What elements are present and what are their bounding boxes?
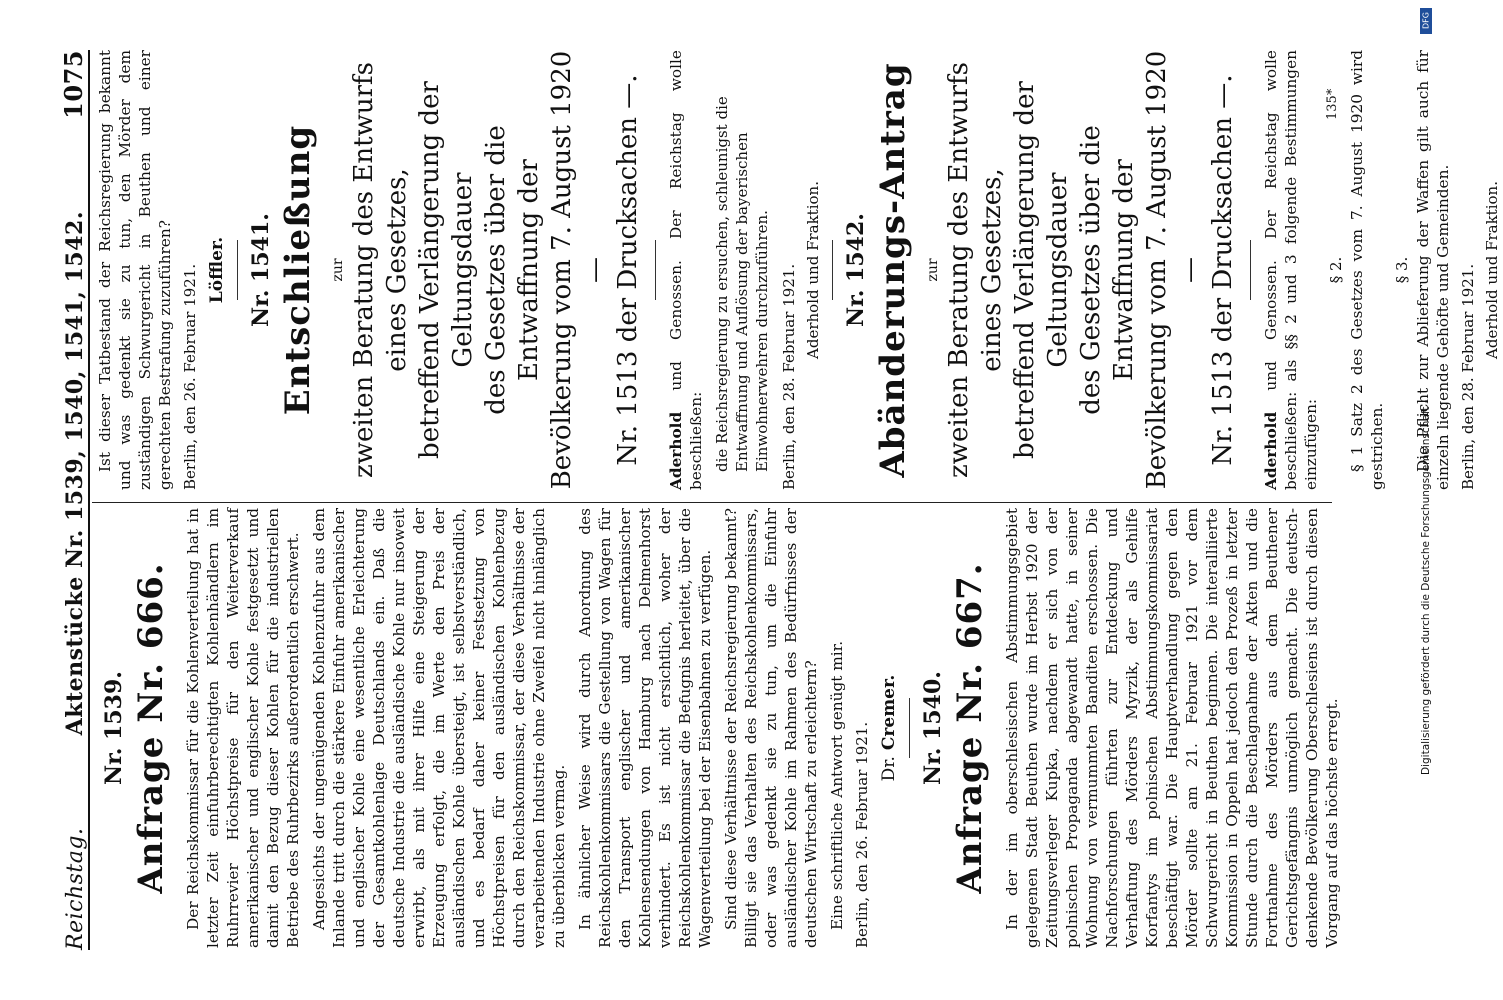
column-divider: [92, 502, 1332, 503]
subject-line: zweiten Beratung des Entwurfs eines Gesetzes,: [944, 62, 1007, 478]
section-title-1541: Entschließung: [278, 124, 318, 416]
section-rule: [832, 240, 833, 300]
paragraph: In der im oberschlesischen Abstimmungsgebiet gelegenen Stadt Beuthen wurde im Herbst 1920 der Zeitungsverleger Kupka, nachdem er sich von der polnischen Propaganda abgewandt hatte, in seiner Wohnung von vermummten Banditen erschossen. Die Nachforschungen führten zur Entdeckung und Verhaftung des Mörders Myrzik, der als Gehilfe Korfantys im polnischen Abstimmungskommissariat beschäftigt war. Die Hauptverhandlung gegen den Mörder sollte am 21. Februar 1921 vor dem Schwurgericht in Beuthen beginnen. Die interalliierte Kommission in Oppeln hat jedoch den Prozeß in letzter Stunde durch die Beschlagnahme der Akten und die Fortnahme des Mörders aus dem Beuthener Gerichtsgefängnis unmöglich gemacht. Die deutsch-denkende Bevölkerung Oberschlesiens ist durch diesen Vorgang auf das höchste erregt.: [1003, 508, 1341, 948]
dateline: Berlin, den 28. Februar 1921.: [1459, 263, 1477, 490]
signature-name: Löffler.: [207, 236, 227, 304]
signature-name: Cremer.: [879, 674, 899, 751]
dateline: Berlin, den 26. Februar 1921.: [853, 721, 871, 948]
dfg-logo: [1420, 8, 1432, 34]
zur-label: zur: [925, 258, 941, 282]
left-column: [95, 508, 1348, 948]
paragraph: In ähnlicher Weise wird durch Anordnung des Reichskohlenkommissars die Gestellung von Wagen für den Transport englischer und amerikanischer Kohlensendungen von Hamburg nach Delmenhorst verhindert. Es ist nicht ersichtlich, woher der Reichskohlenkommissar die Befugnis herleitet, über die Wagenverteilung bei der Eisenbahnen zu verfügen.: [576, 508, 714, 948]
dateline: Berlin, den 26. Februar 1921.: [181, 263, 199, 490]
motion-body: die Reichsregierung zu ersuchen, schleunigst die Entwaffnung und Auflösung der bayerischen Einwohnerwehren durchzuführen.: [713, 96, 771, 472]
motion-intro-text: und Genossen. Der Reichstag wolle beschließen:: [667, 50, 705, 490]
motion-intro: [1261, 50, 1321, 490]
digitization-note: [1418, 0, 1434, 1000]
subject-line: Nr. 1513 der Drucksachen —.: [613, 74, 643, 466]
paragraph-mark: § 2.: [1327, 256, 1345, 284]
motion-signature: Aderhold und Fraktion.: [804, 181, 822, 359]
section-number-1539: Nr. 1539.: [101, 671, 127, 785]
subject-line: des Gesetzes über die Entwaffnung der: [1076, 125, 1139, 415]
paragraph: Sind diese Verhältnisse der Reichsregierung bekannt? Billigt sie das Verhalten des Reichskohlenkommissars, oder was gedenkt sie zu tun, um die Einfuhr ausländischer Kohle im Rahmen des Bedürfnisses der deutschen Wirtschaft zu erleichtern?: [722, 508, 820, 948]
paragraph: Ist dieser Tatbestand der Reichsregierung bekannt und was gedenkt sie zu tun, den Mörder dem zuständigen Schwurgericht in Beuthen und einer gerechten Bestrafung zuzuführen?: [96, 50, 174, 490]
paragraph: Die Pflicht zur Ablieferung der Waffen gilt auch für einzeln liegende Gehöfte und Gemeinden.: [1414, 50, 1452, 490]
section-title-1542: Abänderungs-Antrag: [873, 62, 913, 478]
motion-intro-text-2: als §§ 2 und 3 folgende Bestimmungen einzufügen:: [1282, 50, 1320, 490]
motion-signature: Aderhold und Fraktion.: [1483, 181, 1501, 359]
section-number-1542: Nr. 1542.: [843, 213, 869, 327]
signature: [879, 508, 899, 948]
dateline: Berlin, den 28. Februar 1921.: [780, 263, 798, 490]
paragraph-mark: § 3.: [1393, 256, 1411, 284]
section-number-1540: Nr. 1540.: [920, 671, 946, 785]
subject-line: betreffend Verlängerung der Geltungsdauer: [1010, 81, 1073, 459]
subject-line: Nr. 1513 der Drucksachen —.: [1208, 74, 1238, 466]
dfg-logo-text: DFG: [1421, 12, 1431, 30]
paragraph: § 1 Satz 2 des Gesetzes vom 7. August 1920 wird gestrichen.: [1348, 50, 1386, 490]
section-rule: [655, 240, 656, 300]
paragraph: Angesichts der ungenügenden Kohlenzufuhr aus dem Inlande tritt durch die stärkere Einfuhr amerikanischer und englischer Kohle eine wesentliche Erleichterung der Gesamtkohlenlage Deutschlands ein. Daß die deutsche Industrie die ausländische Kohle nur insoweit erwirbt, als mit ihrer Hilfe eine Steigerung der Erzeugung erfolgt, die im Werte den Preis der ausländischen Kohle übersteigt, ist selbstverständlich, und es bedarf daher keiner Festsetzung von Höchstpreisen für den ausländischen Kohlenbezug durch den Reichskommissar, der diese Verhältnisse der verarbeitenden Industrie ohne Zweifel nicht hinlänglich zu überblicken vermag.: [310, 508, 568, 948]
header-left: Reichstag.: [63, 827, 88, 950]
signature-mark: 135*: [1325, 88, 1340, 120]
section-title-1540: Anfrage Nr. 667.: [950, 562, 990, 894]
paragraph: Der Reichskommissar für die Kohlenverteilung hat in letzter Zeit einfuhrberechtigten Kohlenhändlern im Ruhrrevier Höchstpreise für den Weiterverkauf amerikanischer und englischer Kohle festgesetzt und damit den Bezug dieser Kohlen für die industriellen Betriebe des Ruhrbezirks außerordentlich erschwert.: [184, 508, 302, 948]
subject-line: des Gesetzes über die Entwaffnung der: [481, 125, 544, 415]
paragraph: Eine schriftliche Antwort genügt mir.: [828, 640, 846, 930]
subject-line: zweiten Beratung des Entwurfs eines Gesetzes,: [349, 62, 412, 478]
section-rule: [237, 240, 238, 300]
section-rule: [909, 698, 910, 758]
subject-line: Bevölkerung vom 7. August 1920 —: [1142, 50, 1205, 490]
digitization-text: Digitalisierung gefördert durch die Deutsche Forschungsgemeinschaft -: [1420, 399, 1432, 775]
page-number: 1075: [59, 50, 88, 119]
motion-author: Aderhold: [1262, 411, 1280, 490]
right-column: [95, 50, 1503, 490]
subject-line: Bevölkerung vom 7. August 1920 —: [547, 50, 610, 490]
section-rule: [1250, 240, 1251, 300]
zur-label: zur: [330, 258, 346, 282]
header-title: Aktenstücke Nr. 1539, 1540, 1541, 1542.: [62, 211, 88, 736]
motion-intro: [666, 50, 706, 490]
signature-prefix: Dr.: [879, 756, 899, 782]
page-header: [52, 50, 90, 950]
section-number-1541: Nr. 1541.: [248, 213, 274, 327]
motion-author: Aderhold: [667, 411, 685, 490]
section-title-1539: Anfrage Nr. 666.: [131, 562, 171, 894]
subject-line: betreffend Verlängerung der Geltungsdauer: [415, 81, 478, 459]
motion-intro-text: und Genossen. Der Reichstag wolle beschließen:: [1262, 50, 1300, 490]
